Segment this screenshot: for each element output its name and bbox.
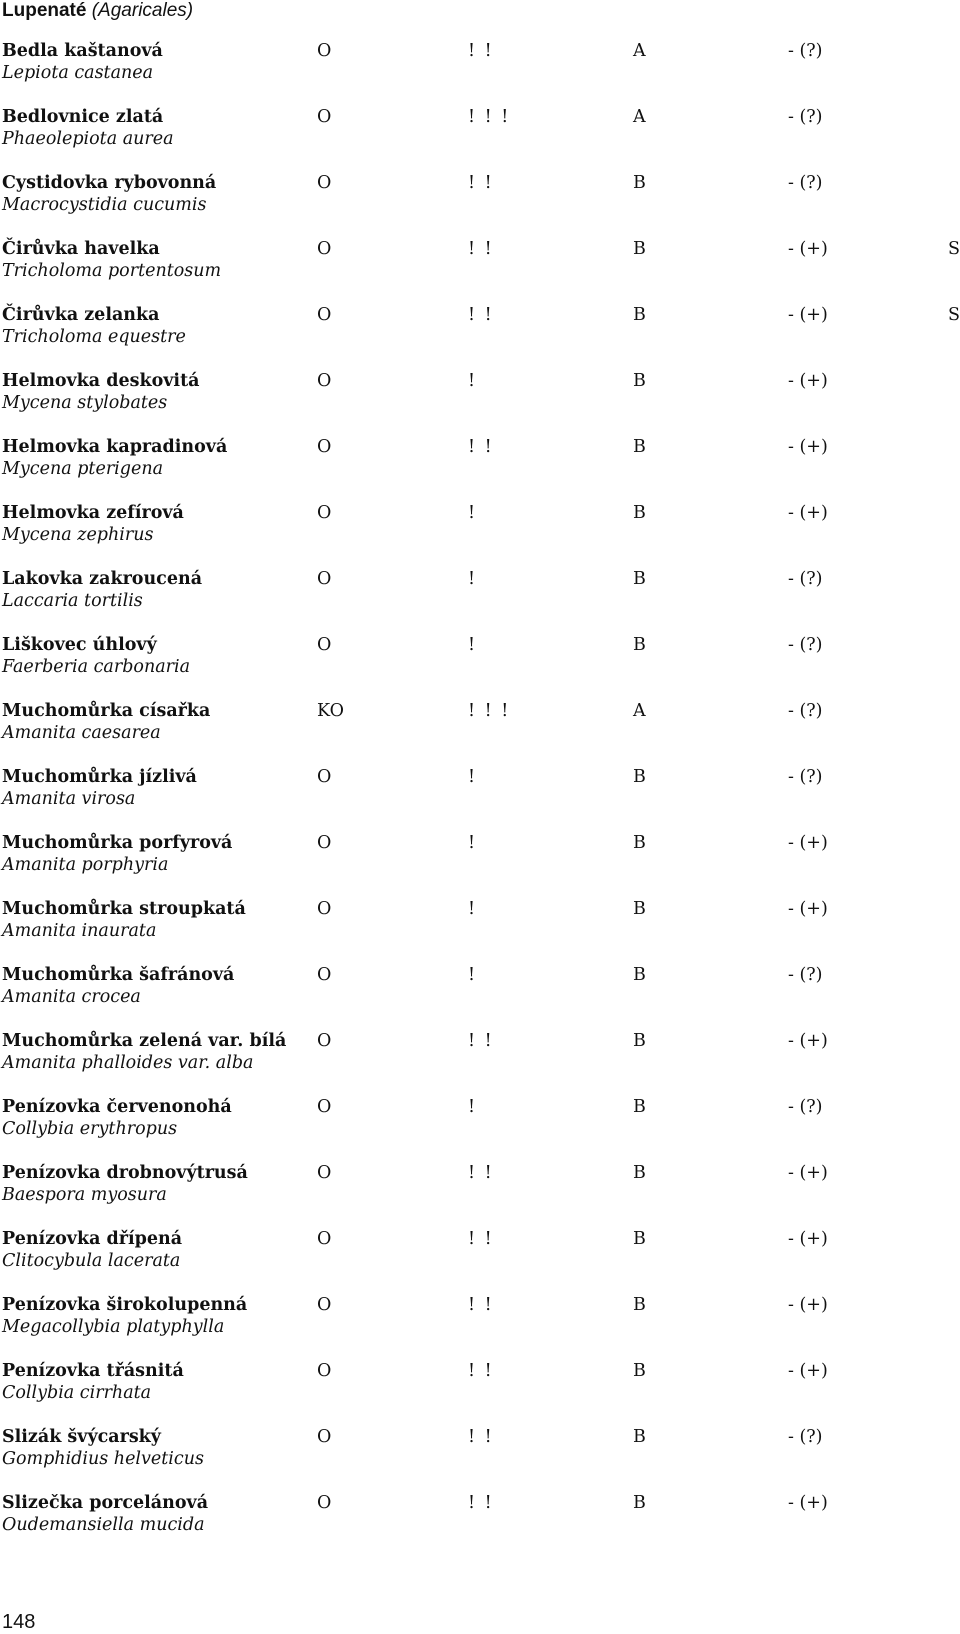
page-number: 148 [2,1611,36,1633]
protection-category: KO [317,701,344,721]
occurrence-status: - (?) [788,701,823,721]
occurrence-status: - (?) [788,965,823,985]
species-czech-name: Čirůvka zelanka [2,305,160,325]
group-code: B [633,305,646,325]
rarity-mark: ! ! [468,239,494,259]
occurrence-status: - (?) [788,107,823,127]
list-item [0,634,960,700]
protection-category: O [317,239,332,259]
species-latin-name: Amanita inaurata [2,921,157,941]
species-czech-name: Helmovka zefírová [2,503,184,523]
group-code: A [633,41,646,61]
occurrence-status: - (?) [788,569,823,589]
group-code: B [633,437,646,457]
group-code: B [633,767,646,787]
group-code: B [633,1427,646,1447]
group-code: B [633,569,646,589]
list-item [0,964,960,1030]
species-czech-name: Bedla kaštanová [2,41,163,61]
group-code: B [633,899,646,919]
group-code: B [633,965,646,985]
protection-category: O [317,503,332,523]
protection-category: O [317,1427,332,1447]
list-item [0,1096,960,1162]
rarity-mark: ! [468,371,478,391]
occurrence-status: - (+) [788,305,828,325]
rarity-mark: ! ! [468,1229,494,1249]
protection-category: O [317,965,332,985]
species-latin-name: Lepiota castanea [2,63,154,83]
occurrence-status: - (?) [788,767,823,787]
group-code: B [633,1361,646,1381]
protection-category: O [317,1031,332,1051]
species-czech-name: Liškovec úhlový [2,635,157,655]
rarity-mark: ! [468,635,478,655]
group-code: B [633,1031,646,1051]
list-item [0,172,960,238]
protection-category: O [317,437,332,457]
species-czech-name: Penízovka drobnovýtrusá [2,1163,248,1183]
species-latin-name: Amanita crocea [2,987,141,1007]
species-latin-name: Amanita virosa [2,789,136,809]
species-latin-name: Oudemansiella mucida [2,1515,205,1535]
rarity-mark: ! ! [468,1031,494,1051]
species-latin-name: Baespora myosura [2,1185,167,1205]
list-item [0,238,960,304]
occurrence-status: - (+) [788,1031,828,1051]
protection-category: O [317,833,332,853]
list-item [0,370,960,436]
occurrence-status: - (+) [788,437,828,457]
occurrence-status: - (?) [788,173,823,193]
group-code: B [633,1295,646,1315]
group-code: B [633,1493,646,1513]
rarity-mark: ! ! [468,1361,494,1381]
protection-category: O [317,635,332,655]
occurrence-status: - (?) [788,1427,823,1447]
species-czech-name: Cystidovka rybovonná [2,173,217,193]
protection-category: O [317,1361,332,1381]
rarity-mark: ! ! [468,437,494,457]
species-czech-name: Muchomůrka šafránová [2,965,235,985]
species-czech-name: Penízovka dřípená [2,1229,183,1249]
rarity-mark: ! ! [468,173,494,193]
species-latin-name: Macrocystidia cucumis [2,195,207,215]
list-item [0,898,960,964]
protection-category: O [317,899,332,919]
list-item [0,1360,960,1426]
protection-category: O [317,1163,332,1183]
occurrence-status: - (+) [788,1229,828,1249]
rarity-mark: ! ! [468,1427,494,1447]
occurrence-status: - (+) [788,503,828,523]
list-item [0,1030,960,1096]
species-latin-name: Megacollybia platyphylla [2,1317,225,1337]
list-item [0,568,960,634]
list-item [0,106,960,172]
species-czech-name: Helmovka kapradinová [2,437,228,457]
list-item [0,832,960,898]
list-item [0,1492,960,1558]
section-heading [2,0,193,23]
section-title: Lupenaté [2,0,87,21]
occurrence-status: - (+) [788,833,828,853]
protection-category: O [317,1229,332,1249]
rarity-mark: ! [468,1097,478,1117]
extra-note: S [948,239,960,259]
species-czech-name: Muchomůrka porfyrová [2,833,233,853]
occurrence-status: - (?) [788,635,823,655]
protection-category: O [317,1097,332,1117]
group-code: B [633,1097,646,1117]
rarity-mark: ! ! [468,1493,494,1513]
species-latin-name: Mycena stylobates [2,393,168,413]
species-latin-name: Mycena zephirus [2,525,154,545]
protection-category: O [317,1493,332,1513]
group-code: B [633,503,646,523]
occurrence-status: - (+) [788,1295,828,1315]
species-latin-name: Tricholoma equestre [2,327,186,347]
list-item [0,1426,960,1492]
rarity-mark: ! [468,899,478,919]
rarity-mark: ! ! ! [468,701,511,721]
group-code: A [633,107,646,127]
species-czech-name: Penízovka širokolupenná [2,1295,248,1315]
species-czech-name: Penízovka červenonohá [2,1097,232,1117]
rarity-mark: ! [468,767,478,787]
species-latin-name: Laccaria tortilis [2,591,143,611]
group-code: B [633,239,646,259]
protection-category: O [317,371,332,391]
species-czech-name: Muchomůrka stroupkatá [2,899,246,919]
rarity-mark: ! [468,833,478,853]
rarity-mark: ! [468,503,478,523]
species-czech-name: Bedlovnice zlatá [2,107,164,127]
list-item [0,766,960,832]
occurrence-status: - (?) [788,1097,823,1117]
group-code: B [633,1163,646,1183]
species-latin-name: Mycena pterigena [2,459,164,479]
occurrence-status: - (+) [788,1493,828,1513]
protection-category: O [317,767,332,787]
list-item [0,436,960,502]
rarity-mark: ! [468,965,478,985]
rarity-mark: ! ! [468,1163,494,1183]
species-czech-name: Slizák švýcarský [2,1427,161,1447]
group-code: B [633,833,646,853]
rarity-mark: ! [468,569,478,589]
rarity-mark: ! ! [468,41,494,61]
list-item [0,1162,960,1228]
list-item [0,502,960,568]
species-latin-name: Collybia cirrhata [2,1383,152,1403]
species-latin-name: Amanita caesarea [2,723,161,743]
species-latin-name: Faerberia carbonaria [2,657,191,677]
list-item [0,1294,960,1360]
extra-note: S [948,305,960,325]
group-code: B [633,635,646,655]
group-code: B [633,173,646,193]
species-czech-name: Čirůvka havelka [2,239,160,259]
occurrence-status: - (+) [788,1163,828,1183]
species-czech-name: Lakovka zakroucená [2,569,203,589]
protection-category: O [317,305,332,325]
occurrence-status: - (?) [788,41,823,61]
protection-category: O [317,107,332,127]
species-list [0,40,960,1558]
protection-category: O [317,173,332,193]
species-latin-name: Collybia erythropus [2,1119,178,1139]
section-title-latin: (Agaricales) [91,0,194,21]
rarity-mark: ! ! [468,305,494,325]
species-latin-name: Phaeolepiota aurea [2,129,174,149]
species-latin-name: Tricholoma portentosum [2,261,222,281]
species-czech-name: Muchomůrka císařka [2,701,211,721]
occurrence-status: - (+) [788,899,828,919]
rarity-mark: ! ! [468,1295,494,1315]
species-latin-name: Amanita porphyria [2,855,169,875]
species-czech-name: Penízovka třásnitá [2,1361,184,1381]
protection-category: O [317,569,332,589]
species-latin-name: Clitocybula lacerata [2,1251,181,1271]
species-czech-name: Muchomůrka zelená var. bílá [2,1031,287,1051]
species-latin-name: Gomphidius helveticus [2,1449,204,1469]
occurrence-status: - (+) [788,371,828,391]
species-czech-name: Slizečka porcelánová [2,1493,209,1513]
group-code: B [633,371,646,391]
species-latin-name: Amanita phalloides var. alba [2,1053,254,1073]
group-code: A [633,701,646,721]
species-czech-name: Muchomůrka jízlivá [2,767,197,787]
group-code: B [633,1229,646,1249]
protection-category: O [317,41,332,61]
list-item [0,1228,960,1294]
list-item [0,700,960,766]
protection-category: O [317,1295,332,1315]
occurrence-status: - (+) [788,1361,828,1381]
occurrence-status: - (+) [788,239,828,259]
list-item [0,40,960,106]
list-item [0,304,960,370]
species-czech-name: Helmovka deskovitá [2,371,200,391]
rarity-mark: ! ! ! [468,107,511,127]
